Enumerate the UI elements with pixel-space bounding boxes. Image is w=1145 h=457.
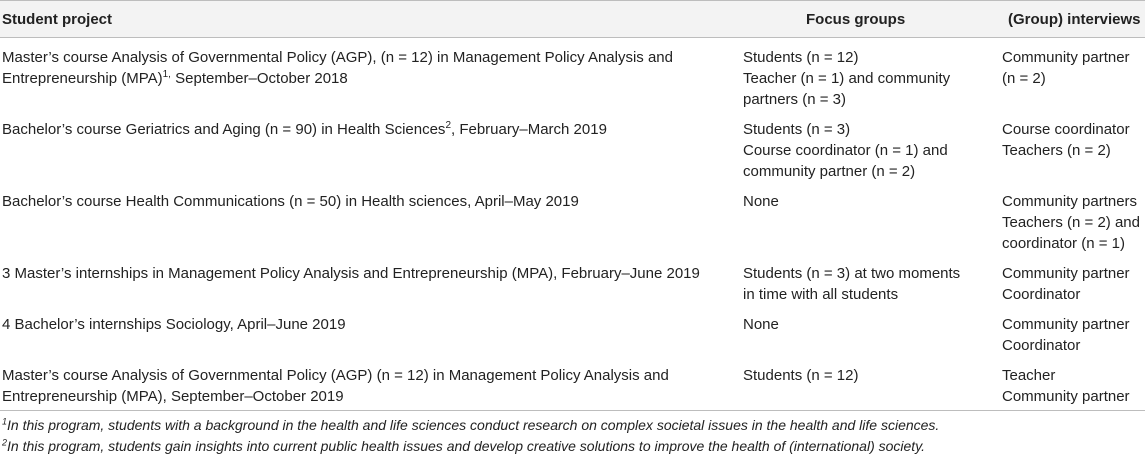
cell-focus-groups — [743, 182, 1002, 254]
cell-student-project — [0, 182, 743, 254]
cell-student-project — [0, 254, 743, 305]
footnote-text: In this program, students gain insights into current public health issues and develop creative solutions to improve the health of (international) society. — [7, 438, 926, 454]
footnote — [2, 436, 1145, 457]
cell-line: Coordinator — [1002, 337, 1081, 354]
cell-line: Community partner — [1002, 316, 1130, 333]
cell-student-project — [0, 110, 743, 182]
cell-line: community partner (n = 2) — [743, 163, 916, 180]
cell-student-project — [0, 356, 743, 411]
header-focus-groups: Focus groups — [743, 1, 1002, 38]
cell-line: Course coordinator — [1002, 121, 1130, 138]
cell-line: Teachers (n = 2) and — [1002, 214, 1140, 231]
cell-line: 3 Master’s internships in Management Policy Analysis and Entrepreneurship (MPA), February–June 2019 — [2, 265, 700, 282]
cell-student-project — [0, 305, 743, 356]
cell-focus-groups — [743, 356, 1002, 411]
table-header-row — [0, 1, 1145, 38]
footnote-number: 2 — [2, 437, 8, 448]
cell-line: Community partner — [1002, 49, 1130, 66]
cell-line: Community partner — [1002, 265, 1130, 282]
table-row — [0, 38, 1145, 111]
table-row — [0, 356, 1145, 411]
header-student-project: Student project — [0, 1, 743, 38]
cell-line: Bachelor’s course Health Communications (n = 50) in Health sciences, April–May 2019 — [2, 193, 579, 210]
cell-line: Course coordinator (n = 1) and — [743, 142, 948, 159]
cell-line: (n = 2) — [1002, 70, 1046, 87]
cell-student-project — [0, 38, 743, 111]
cell-focus-groups — [743, 38, 1002, 111]
cell-line: in time with all students — [743, 286, 899, 303]
table-row — [0, 254, 1145, 305]
cell-tail: , February–March 2019 — [451, 121, 607, 138]
table-footnotes — [0, 415, 1145, 457]
cell-line: Teachers (n = 2) — [1002, 142, 1111, 159]
footnote-text: In this program, students with a background in the health and life sciences conduct research on complex societal issues in the health and life sciences. — [7, 417, 940, 433]
cell-line: 4 Bachelor’s internships Sociology, April–June 2019 — [2, 316, 346, 333]
cell-focus-groups — [743, 254, 1002, 305]
cell-line: Students (n = 3) — [743, 121, 851, 138]
cell-line: Community partner — [1002, 388, 1130, 405]
cell-group-interviews — [1002, 110, 1145, 182]
cell-line: Master’s course Analysis of Governmental Policy (AGP), (n = 12) in Management Policy Analysis and — [2, 49, 673, 66]
cell-focus-groups — [743, 305, 1002, 356]
cell-focus-groups — [743, 110, 1002, 182]
cell-line: Community partners — [1002, 193, 1138, 210]
cell-line: None — [743, 316, 779, 333]
footnote-marker: 1, — [162, 69, 171, 80]
cell-line: Entrepreneurship (MPA)$^{1,}$ September–October 2018 — [2, 69, 348, 87]
table-row — [0, 182, 1145, 254]
cell-line: coordinator (n = 1) — [1002, 235, 1125, 252]
cell-line: Students (n = 3) at two moments — [743, 265, 961, 282]
cell-group-interviews — [1002, 356, 1145, 411]
cell-group-interviews — [1002, 254, 1145, 305]
table-row — [0, 110, 1145, 182]
cell-tail: September–October 2018 — [170, 70, 348, 87]
cell-line: Teacher — [1002, 367, 1056, 384]
footnote-marker: 2 — [445, 120, 451, 131]
cell-group-interviews — [1002, 305, 1145, 356]
cell-line: Coordinator — [1002, 286, 1081, 303]
cell-line: Bachelor’s course Geriatrics and Aging (n = 90) in Health Sciences$^2$, February–March 2019 — [2, 120, 607, 138]
cell-line: Students (n = 12) — [743, 49, 859, 66]
footnote-number: 1 — [2, 416, 8, 427]
cell-group-interviews — [1002, 38, 1145, 111]
footnote — [2, 415, 1145, 436]
cell-line: Entrepreneurship (MPA), September–October 2019 — [2, 388, 344, 405]
cell-line: None — [743, 193, 779, 210]
cell-line: partners (n = 3) — [743, 91, 846, 108]
cell-group-interviews — [1002, 182, 1145, 254]
cell-line: Teacher (n = 1) and community — [743, 70, 951, 87]
cell-line: Students (n = 12) — [743, 367, 859, 384]
header-group-interviews: (Group) interviews — [1002, 1, 1145, 38]
cell-line: Master’s course Analysis of Governmental Policy (AGP) (n = 12) in Management Policy Analysis and — [2, 367, 669, 384]
table-row — [0, 305, 1145, 356]
